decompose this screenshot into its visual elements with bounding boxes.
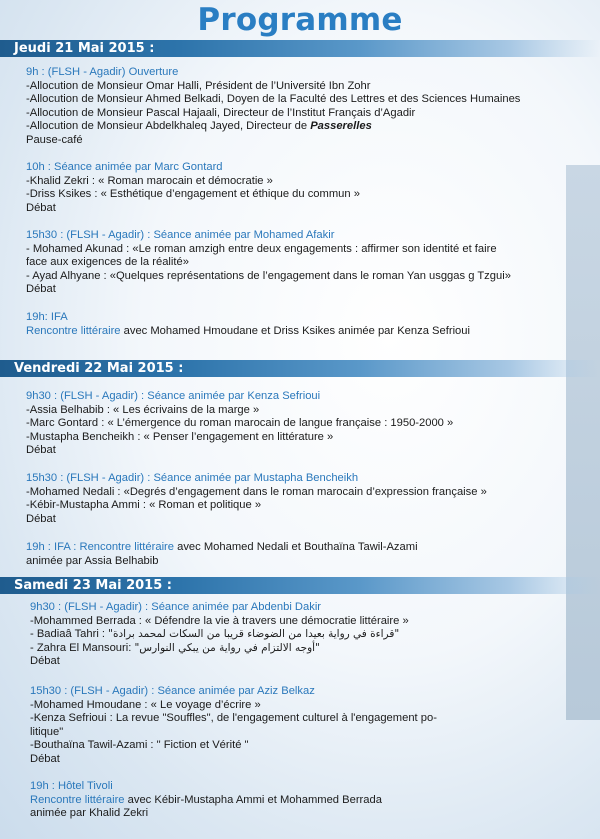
rencontre-text: avec Mohamed Hmoudane et Driss Ksikes animée par Kenza Sefrioui [120, 324, 470, 337]
session-line: face aux exigences de la réalité» [26, 256, 189, 269]
session-line: Débat [26, 512, 56, 525]
speaker-name: - Zahra El Mansouri: [30, 641, 132, 654]
session-line: Pause-café [26, 133, 83, 146]
day-header-vendredi [0, 360, 600, 377]
session-line [26, 120, 566, 134]
passerelles-italic: Passerelles [310, 120, 372, 133]
session-head: 15h30 : (FLSH - Agadir) : Séance animée par Aziz Belkaz [30, 685, 315, 697]
session-line: -Mohamed Hmoudane : « Le voyage d’écrire » [30, 698, 261, 711]
session-line-text: -Allocution de Monsieur Abdelkhaleq Jayed, Directeur de [26, 120, 308, 133]
rencontre-label: Rencontre littéraire [26, 324, 121, 337]
session-line: -Assia Belhabib : « Les écrivains de la marge » [26, 403, 260, 416]
rencontre-text: avec Kébir-Mustapha Ammi et Mohammed Berrada [124, 793, 382, 806]
session-head: 10h : Séance animée par Marc Gontard [26, 161, 223, 173]
session-line: Débat [26, 283, 56, 296]
session-jeudi-19h [26, 311, 566, 338]
day-label: Jeudi 21 Mai 2015 : [14, 41, 155, 56]
session-samedi-15h30 [30, 685, 570, 767]
session-line: -Allocution de Monsieur Ahmed Belkadi, Doyen de la Faculté des Lettres et des Sciences Humaines [26, 93, 521, 106]
session-jeudi-ouverture [26, 66, 566, 148]
session-head-rest: avec Mohamed Nedali et Bouthaïna Tawil-Azami [174, 541, 418, 553]
session-head: 19h: IFA [26, 311, 68, 323]
session-line: -Marc Gontard : « L’émergence du roman marocain de langue française : 1950-2000 » [26, 417, 454, 430]
day-header-samedi [0, 577, 600, 594]
session-line: -Kébir-Mustapha Ammi : « Roman et politique » [26, 499, 262, 512]
session-head: 19h : IFA : Rencontre littéraire [26, 541, 174, 553]
session-line: Débat [26, 444, 56, 457]
session-samedi-9h30 [30, 601, 570, 669]
session-line: -Allocution de Monsieur Omar Halli, Président de l’Université Ibn Zohr [26, 79, 371, 92]
session-head: 9h : (FLSH - Agadir) Ouverture [26, 66, 179, 78]
session-line: animée par Khalid Zekri [30, 807, 149, 820]
speaker-name: - Badiaâ Tahri : [30, 628, 106, 641]
session-line: - Mohamed Akunad : «Le roman amzigh entre deux engagements : affirmer son identité et faire [26, 242, 497, 255]
day-header-jeudi [0, 40, 600, 57]
session-line [30, 794, 570, 808]
session-line: -Allocution de Monsieur Pascal Hajaali, Directeur de l’Institut Français d’Agadir [26, 106, 416, 119]
session-line: Débat [26, 201, 56, 214]
rencontre-label: Rencontre littéraire [30, 793, 125, 806]
session-line: animée par Assia Belhabib [26, 554, 159, 567]
session-line [26, 325, 566, 339]
session-line [26, 541, 566, 555]
session-head: 9h30 : (FLSH - Agadir) : Séance animée par Kenza Sefrioui [26, 390, 321, 402]
arabic-title: "قراءة في رواية بعيدا من الضوضاء قريبا من السكات لمحمد برادة" [108, 628, 400, 641]
session-line: -Kenza Sefrioui : La revue "Souffles", de l'engagement culturel à l'engagement po- [30, 712, 437, 725]
session-line: litique" [30, 725, 64, 738]
session-head: 9h30 : (FLSH - Agadir) : Séance animée par Abdenbi Dakir [30, 601, 322, 613]
session-line: -Bouthaïna Tawil-Azami : " Fiction et Vérité " [30, 739, 249, 752]
day-label: Samedi 23 Mai 2015 : [14, 578, 172, 593]
session-line: -Mohamed Nedali : «Degrés d’engagement dans le roman marocain d’expression française » [26, 485, 487, 498]
session-line [30, 628, 570, 642]
session-line: -Mustapha Bencheikh : « Penser l’engagement en littérature » [26, 430, 334, 443]
side-tab-decoration [566, 165, 600, 720]
session-vendredi-15h30 [26, 472, 566, 526]
session-line: Débat [30, 752, 60, 765]
session-line: -Khalid Zekri : « Roman marocain et démocratie » [26, 174, 273, 187]
session-vendredi-9h30 [26, 390, 566, 458]
arabic-title: "أوجه الالتزام في رواية من يبكي النوارس" [134, 641, 320, 654]
session-head: 15h30 : (FLSH - Agadir) : Séance animée par Mustapha Bencheikh [26, 472, 359, 484]
session-line: -Mohammed Berrada : « Défendre la vie à travers une démocratie littéraire » [30, 614, 409, 627]
session-line: Débat [30, 655, 60, 668]
session-line: -Driss Ksikes : « Esthétique d’engagement et éthique du commun » [26, 188, 360, 201]
session-line: - Ayad Alhyane : «Quelques représentations de l’engagement dans le roman Yan usggas g Tzgui» [26, 269, 511, 282]
day-label: Vendredi 22 Mai 2015 : [14, 361, 184, 376]
session-head: 15h30 : (FLSH - Agadir) : Séance animée par Mohamed Afakir [26, 229, 335, 241]
session-samedi-19h [30, 780, 570, 821]
session-vendredi-19h [26, 541, 566, 568]
session-jeudi-15h30 [26, 229, 566, 297]
session-head: 19h : Hôtel Tivoli [30, 780, 113, 792]
session-line [30, 642, 570, 656]
page-title: Programme [197, 2, 403, 38]
session-jeudi-10h [26, 161, 566, 215]
